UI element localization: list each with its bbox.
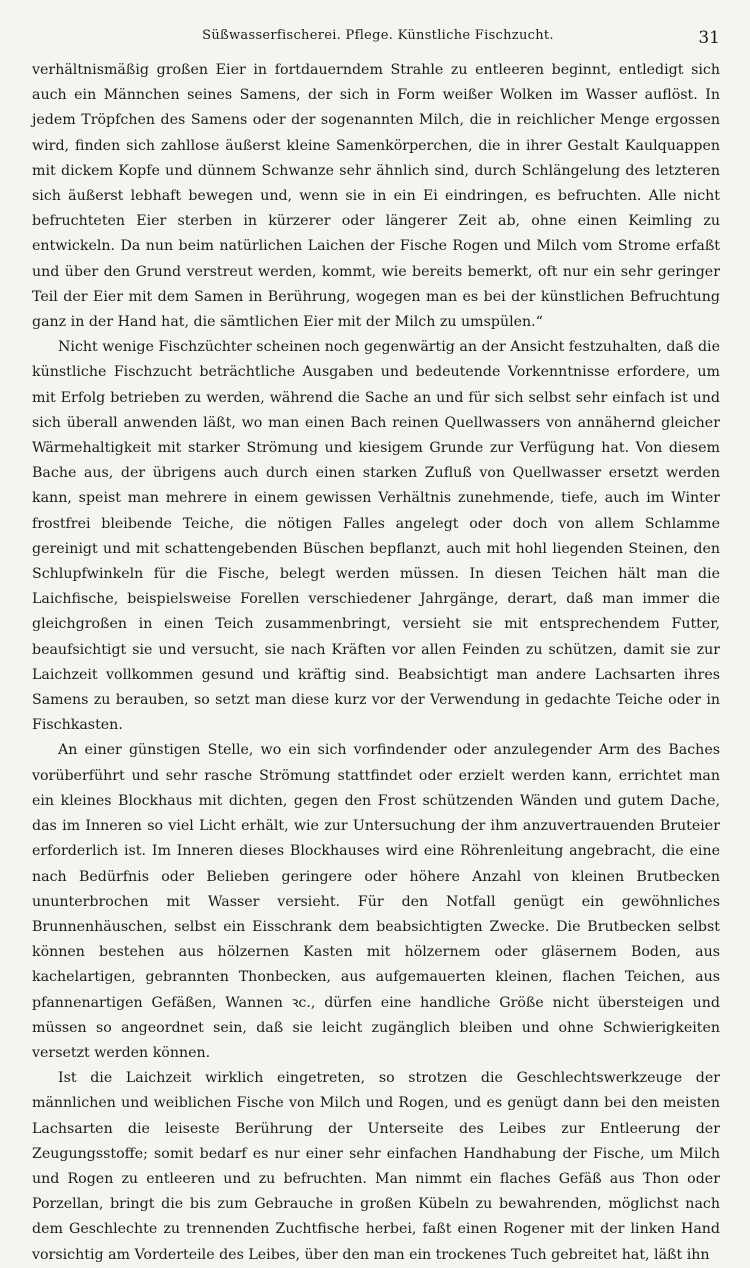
body-text <box>32 58 720 1268</box>
running-title: Süßwasserfischerei. Pflege. Künstliche Fischzucht. <box>202 28 554 43</box>
paragraph-continued: verhältnismäßig großen Eier in fortdauerndem Strahle zu entleeren beginnt, entledigt sich auch ein Männchen seines Samens, der sich in Form weißer Wolken im Wasser auflöst. In jedem Tröpfchen des Samens oder der sogenannten Milch, die in reichlicher Menge ergossen wird, finden sich zahllose äußerst kleine Samenkörperchen, die in ihrer Gestalt Kaulquappen mit dickem Kopfe und dünnem Schwanze sehr ähnlich sind, durch Schlängelung des letzteren sich äußerst lebhaft bewegen und, wenn sie in ein Ei eindringen, es befruchten. Alle nicht befruchteten Eier sterben in kürzerer oder längerer Zeit ab, ohne einen Keimling zu entwickeln. Da nun beim natürlichen Laichen der Fische Rogen und Milch vom Strome erfaßt und über den Grund verstreut werden, kommt, wie bereits bemerkt, oft nur ein sehr geringer Teil der Eier mit dem Samen in Berührung, wogegen man es bei der künstlichen Befruchtung ganz in der Hand hat, die sämtlichen Eier mit der Milch zu umspülen.“ <box>32 62 720 331</box>
page-header <box>32 28 724 52</box>
page-number: 31 <box>698 28 720 48</box>
paragraph-fischzuechter: Nicht wenige Fischzüchter scheinen noch gegenwärtig an der Ansicht festzuhalten, daß die künstliche Fischzucht beträchtliche Ausgaben und bedeutende Vorkenntnisse erfordere, um mit Erfolg betrieben zu werden, während die Sache an und für sich selbst sehr einfach ist und sich überall anwenden läßt, wo man einen Bach reinen Quellwassers von annähernd gleicher Wärmehaltigkeit mit starker Strömung und kiesigem Grunde zur Verfügung hat. Von diesem Bache aus, der übrigens auch durch einen starken Zufluß von Quellwasser ersetzt werden kann, speist man mehrere in einem gewissen Verhältnis zunehmende, tiefe, auch im Winter frostfrei bleibende Teiche, die nötigen Falles angelegt oder doch von allem Schlamme gereinigt und mit schattengebenden Büschen bepflanzt, auch mit hohl liegenden Steinen, den Schlupfwinkeln für die Fische, belegt werden müssen. In diesen Teichen hält man die Laichfische, beispielsweise Forellen verschiedener Jahrgänge, derart, daß man immer die gleichgroßen in einen Teich zusammenbringt, versieht sie mit entsprechendem Futter, beaufsichtigt sie und versucht, sie nach Kräften vor allen Feinden zu schützen, damit sie zur Laichzeit vollkommen gesund und kräftig sind. Beabsichtigt man andere Lachsarten ihres Samens zu berauben, so setzt man diese kurz vor der Verwendung in gedachte Teiche oder in Fischkasten. <box>32 339 720 734</box>
paragraph-laichzeit: Ist die Laichzeit wirklich eingetreten, so strotzen die Geschlechtswerkzeuge der männlichen und weiblichen Fische von Milch und Rogen, und es genügt dann bei den meisten Lachsarten die leiseste Berührung der Unterseite des Leibes zur Entleerung der Zeugungsstoffe; somit bedarf es nur einer sehr einfachen Handhabung der Fische, um Milch und Rogen zu entleeren und zu befruchten. Man nimmt ein flaches Gefäß aus Thon oder Porzellan, bringt die bis zum Gebrauche in großen Kübeln zu bewahrenden, möglichst nach dem Geschlechte zu trennenden Zuchtfische herbei, faßt einen Rogener mit der linken Hand vorsichtig am Vorderteile des Leibes, über den man ein trockenes Tuch gebreitet hat, läßt ihn <box>32 1070 720 1263</box>
paragraph-blockhaus: An einer günstigen Stelle, wo ein sich vorfindender oder anzulegender Arm des Baches vorüberführt und sehr rasche Strömung stattfindet oder erzielt werden kann, errichtet man ein kleines Blockhaus mit dichten, gegen den Frost schützenden Wänden und gutem Dache, das im Inneren so viel Licht erhält, wie zur Untersuchung der ihm anzuvertrauenden Bruteier erforderlich ist. Im Inneren dieses Blockhauses wird eine Röhrenleitung angebracht, die eine nach Bedürfnis oder Belieben geringere oder höhere Anzahl von kleinen Brutbecken ununterbrochen mit Wasser versieht. Für den Notfall genügt ein gewöhnliches Brunnenhäuschen, selbst ein Eisschrank dem beabsichtigten Zwecke. Die Brutbecken selbst können bestehen aus hölzernen Kasten mit hölzernem oder gläsernem Boden, aus kachelartigen, gebrannten Thonbecken, aus aufgemauerten kleinen, flachen Teichen, aus pfannenartigen Gefäßen, Wannen ꝛc., dürfen eine handliche Größe nicht übersteigen und müssen so angeordnet sein, daß sie leicht zugänglich bleiben und ohne Schwierigkeiten versetzt werden können. <box>32 742 720 1061</box>
